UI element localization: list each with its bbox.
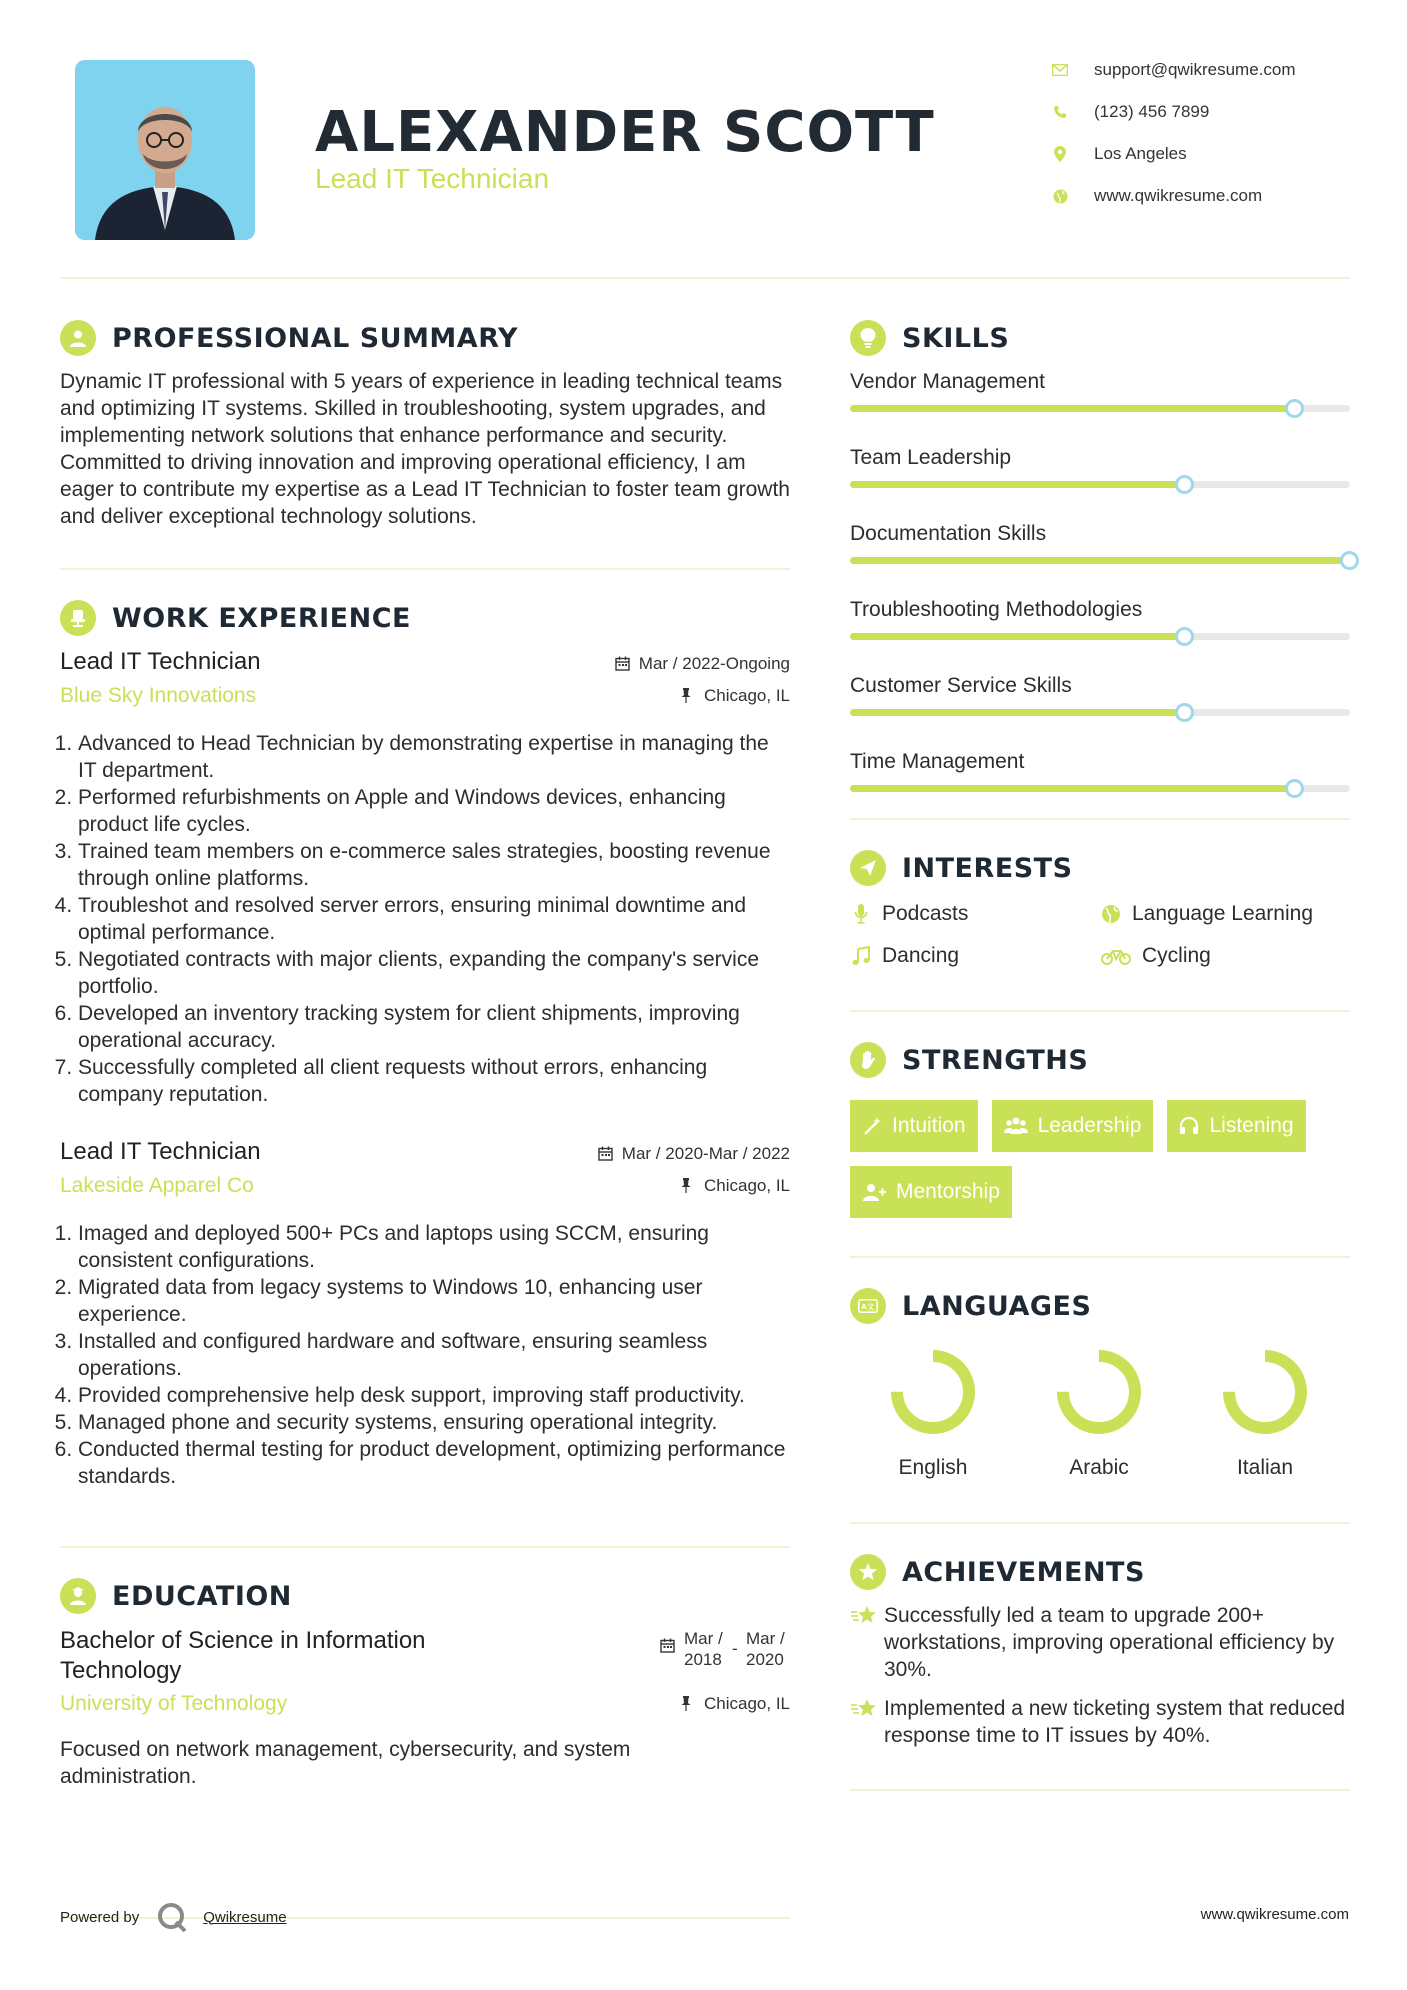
- job-date: [598, 1144, 790, 1164]
- contact-email[interactable]: [1052, 60, 1296, 80]
- skill-level-knob: [1175, 703, 1194, 722]
- list-item: 3. Installed and configured hardware and software, ensuring seamless operations.: [78, 1328, 790, 1382]
- summary-heading: [60, 320, 790, 356]
- interest-label: Language Learning: [1132, 902, 1314, 925]
- language-list: [850, 1344, 1350, 1480]
- star-icon: [850, 1695, 884, 1749]
- bicycle-icon: [1100, 945, 1132, 967]
- user-plus-icon: [862, 1182, 886, 1202]
- job-location-text: Chicago, IL: [704, 686, 790, 705]
- list-item: 5. Managed phone and security systems, ensuring operational integrity.: [78, 1409, 790, 1436]
- achievements-heading: [850, 1554, 1350, 1590]
- job-header: [60, 648, 790, 718]
- skills-title: SKILLS: [902, 322, 1010, 354]
- phone-icon: [1052, 104, 1068, 120]
- summary-text: Dynamic IT professional with 5 years of experience in leading technical teams and optimizing IT systems. Skilled in troubleshooting, system upgrades, and implementing network solutions that enhance performance and security. Committed to driving innovation and improving operational efficiency, I am eager to contribute my expertise as a Lead IT Technician to foster team growth and deliver exceptional technology solutions.: [60, 370, 790, 528]
- strengths-title: STRENGTHS: [902, 1044, 1089, 1076]
- globe-icon: [1052, 188, 1068, 204]
- lightbulb-icon: [850, 320, 886, 356]
- strength-label: Intuition: [892, 1114, 966, 1137]
- footer-url[interactable]: www.qwikresume.com: [1200, 1906, 1349, 1923]
- interest-item: [1100, 902, 1350, 926]
- strengths-section: [850, 1042, 1350, 1218]
- qwikresume-logo-icon: [155, 1900, 189, 1934]
- job-date: [615, 654, 790, 674]
- skill-item: [850, 598, 1350, 674]
- achievements-title: ACHIEVEMENTS: [902, 1556, 1145, 1588]
- strength-chip: [850, 1100, 978, 1152]
- skill-label: Vendor Management: [850, 370, 1045, 393]
- education-heading: [60, 1578, 790, 1614]
- list-item: 1. Advanced to Head Technician by demonstrating expertise in managing the IT department.: [78, 730, 790, 784]
- skill-item: [850, 446, 1350, 522]
- achievements-section: [850, 1554, 1350, 1749]
- education-location: [680, 1694, 790, 1714]
- language-level-ring: [885, 1344, 981, 1440]
- interest-list: [850, 902, 1350, 968]
- globe-icon: [1100, 903, 1122, 925]
- candidate-name: ALEXANDER SCOTT: [315, 100, 935, 165]
- contact-phone[interactable]: [1052, 102, 1209, 122]
- interest-item: [850, 902, 1100, 926]
- education-title: EDUCATION: [112, 1580, 292, 1612]
- languages-title: LANGUAGES: [902, 1290, 1092, 1322]
- music-note-icon: [850, 945, 872, 967]
- skill-label: Customer Service Skills: [850, 674, 1072, 697]
- graduate-icon: [60, 1578, 96, 1614]
- calendar-icon: [598, 1146, 614, 1162]
- right-column: [850, 320, 1350, 1791]
- contact-location-text: Los Angeles: [1094, 144, 1187, 163]
- skill-label: Troubleshooting Methodologies: [850, 598, 1143, 621]
- skill-bar-fill: [850, 785, 1295, 792]
- language-label: English: [898, 1456, 968, 1479]
- language-item: [850, 1344, 1016, 1480]
- language-item: [1016, 1344, 1182, 1480]
- education-date-start: Mar / 2018: [684, 1629, 723, 1669]
- skill-bar: [850, 481, 1350, 488]
- date-separator: -: [732, 1639, 738, 1658]
- strength-label: Listening: [1209, 1114, 1294, 1137]
- skill-bar: [850, 785, 1350, 792]
- location-pin-icon: [1052, 146, 1068, 162]
- skills-section: [850, 320, 1350, 826]
- job-entry: [60, 1138, 790, 1490]
- job-title: Lead IT Technician: [60, 648, 261, 675]
- skill-bar: [850, 633, 1350, 640]
- summary-section: [60, 320, 790, 530]
- skill-item: [850, 370, 1350, 446]
- pin-icon: [680, 688, 696, 704]
- list-item: 6. Developed an inventory tracking system for client shipments, improving operational accuracy.: [78, 1000, 790, 1054]
- strengths-heading: [850, 1042, 1350, 1078]
- strength-chips: [850, 1100, 1350, 1218]
- experience-heading: [60, 600, 790, 636]
- skill-level-knob: [1285, 399, 1304, 418]
- education-date: [660, 1628, 790, 1670]
- skill-bar: [850, 557, 1350, 564]
- skill-label: Time Management: [850, 750, 1025, 773]
- skill-item: [850, 750, 1350, 826]
- job-company: Lakeside Apparel Co: [60, 1174, 254, 1197]
- footer-branding: [60, 1900, 287, 1934]
- skill-bar-fill: [850, 633, 1185, 640]
- skill-bar: [850, 709, 1350, 716]
- experience-section: [60, 600, 790, 1490]
- interest-label: Cycling: [1142, 944, 1211, 967]
- education-date-end: Mar / 2020: [746, 1629, 785, 1669]
- skill-bar: [850, 405, 1350, 412]
- interests-section: [850, 850, 1350, 968]
- magic-wand-icon: [862, 1116, 882, 1136]
- skill-level-knob: [1285, 779, 1304, 798]
- skill-list: [850, 370, 1350, 826]
- interest-item: [1100, 944, 1350, 968]
- strength-label: Mentorship: [896, 1180, 1000, 1203]
- language-level-arc: [1063, 1356, 1135, 1428]
- chair-icon: [60, 600, 96, 636]
- job-date-text: Mar / 2022-Ongoing: [638, 654, 790, 673]
- job-entry: [60, 648, 790, 1108]
- language-label: Arabic: [1069, 1456, 1129, 1479]
- languages-section: [850, 1288, 1350, 1480]
- contact-phone-text: (123) 456 7899: [1094, 102, 1210, 121]
- skill-level-knob: [1340, 551, 1359, 570]
- headphones-icon: [1179, 1116, 1199, 1136]
- contact-website-text: www.qwikresume.com: [1094, 186, 1263, 205]
- education-section: [60, 1578, 790, 1790]
- skill-level-knob: [1175, 627, 1194, 646]
- list-item: 1. Imaged and deployed 500+ PCs and laptops using SCCM, ensuring consistent configurations.: [78, 1220, 790, 1274]
- skill-item: [850, 674, 1350, 750]
- languages-heading: [850, 1288, 1350, 1324]
- achievement-item: [850, 1602, 1350, 1683]
- skill-item: [850, 522, 1350, 598]
- brand-link[interactable]: Qwikresume: [203, 1908, 287, 1926]
- interest-label: Dancing: [882, 944, 960, 967]
- language-label: Italian: [1236, 1456, 1294, 1479]
- pin-icon: [680, 1696, 696, 1712]
- svg-text:A文: A文: [861, 1303, 875, 1311]
- language-level-ring: [1051, 1344, 1147, 1440]
- strength-chip: [992, 1100, 1154, 1152]
- list-item: 4. Provided comprehensive help desk support, improving staff productivity.: [78, 1382, 790, 1409]
- job-location: [680, 1176, 790, 1196]
- contact-email-text: support@qwikresume.com: [1094, 60, 1296, 79]
- job-company: Blue Sky Innovations: [60, 684, 257, 707]
- job-location: [680, 686, 790, 706]
- skill-level-knob: [1175, 475, 1194, 494]
- section-divider: [60, 1546, 790, 1548]
- language-icon: [850, 1288, 886, 1324]
- job-date-text: Mar / 2020-Mar / 2022: [621, 1144, 790, 1163]
- job-title: Lead IT Technician: [60, 1138, 261, 1165]
- skills-heading: [850, 320, 1350, 356]
- calendar-icon: [615, 656, 631, 672]
- list-item: 5. Negotiated contracts with major clients, expanding the company's service portfolio.: [78, 946, 790, 1000]
- contact-location: [1052, 144, 1187, 164]
- skill-bar-fill: [850, 557, 1350, 564]
- job-bullets: [60, 730, 790, 1108]
- language-level-arc: [897, 1356, 969, 1428]
- list-item: 4. Troubleshot and resolved server errors, ensuring minimal downtime and optimal performance.: [78, 892, 790, 946]
- powered-by-text: Powered by: [60, 1908, 140, 1926]
- education-text: Focused on network management, cybersecurity, and system administration.: [60, 1738, 631, 1788]
- list-item: 3. Trained team members on e-commerce sales strategies, boosting revenue through online platforms.: [78, 838, 790, 892]
- language-item: [1182, 1344, 1348, 1480]
- job-header: [60, 1138, 790, 1208]
- list-item: 6. Conducted thermal testing for product development, optimizing performance standards.: [78, 1436, 790, 1490]
- candidate-role: Lead IT Technician: [315, 163, 550, 194]
- language-level-arc: [1229, 1356, 1301, 1428]
- skill-bar-fill: [850, 709, 1185, 716]
- star-icon: [850, 1602, 884, 1683]
- section-divider: [850, 1256, 1350, 1258]
- achievement-item: [850, 1695, 1350, 1749]
- education-location-text: Chicago, IL: [704, 1694, 790, 1713]
- interests-title: INTERESTS: [902, 852, 1073, 884]
- interest-item: [850, 944, 1100, 968]
- mail-icon: [1052, 62, 1068, 78]
- section-divider: [60, 568, 790, 570]
- resume-header: [0, 0, 1407, 280]
- list-item: 2. Performed refurbishments on Apple and Windows devices, enhancing product life cycles.: [78, 784, 790, 838]
- strength-label: Leadership: [1037, 1114, 1142, 1137]
- skill-label: Documentation Skills: [850, 522, 1047, 545]
- header-divider: [60, 277, 1350, 279]
- microphone-icon: [850, 903, 872, 925]
- paper-plane-icon: [850, 850, 886, 886]
- interest-label: Podcasts: [882, 902, 969, 925]
- degree-title: Bachelor of Science in Information Technology: [60, 1627, 426, 1684]
- calendar-icon: [660, 1638, 676, 1654]
- list-item: 2. Migrated data from legacy systems to Windows 10, enhancing user experience.: [78, 1274, 790, 1328]
- strength-chip: [850, 1166, 1012, 1218]
- skill-label: Team Leadership: [850, 446, 1012, 469]
- user-icon: [60, 320, 96, 356]
- group-icon: [1004, 1116, 1028, 1136]
- achievement-text: Implemented a new ticketing system that reduced response time to IT issues by 40%.: [884, 1697, 1346, 1747]
- job-bullets: [60, 1220, 790, 1490]
- achievement-text: Successfully led a team to upgrade 200+ workstations, improving operational efficiency by 30%.: [884, 1604, 1335, 1681]
- language-level-ring: [1217, 1344, 1313, 1440]
- job-location-text: Chicago, IL: [704, 1176, 790, 1195]
- profile-photo: [75, 60, 255, 240]
- education-header: [60, 1626, 790, 1722]
- section-divider: [850, 1522, 1350, 1524]
- pin-icon: [680, 1178, 696, 1194]
- experience-title: WORK EXPERIENCE: [112, 602, 411, 634]
- summary-title: PROFESSIONAL SUMMARY: [112, 322, 519, 354]
- skill-bar-fill: [850, 405, 1295, 412]
- school-name: University of Technology: [60, 1692, 288, 1715]
- skill-bar-fill: [850, 481, 1185, 488]
- star-badge-icon: [850, 1554, 886, 1590]
- interests-heading: [850, 850, 1350, 886]
- list-item: 7. Successfully completed all client requests without errors, enhancing company reputation.: [78, 1054, 790, 1108]
- contact-website[interactable]: [1052, 186, 1262, 206]
- strength-chip: [1167, 1100, 1305, 1152]
- section-divider: [850, 1010, 1350, 1012]
- hand-icon: [850, 1042, 886, 1078]
- left-column: [60, 320, 790, 1790]
- section-divider: [850, 1789, 1350, 1791]
